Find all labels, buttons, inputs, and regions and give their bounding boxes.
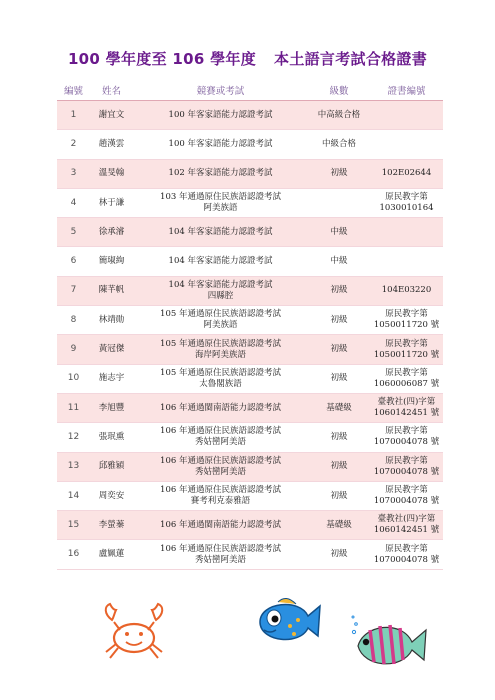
cell-certificate xyxy=(370,247,443,276)
cell-number: 9 xyxy=(57,335,90,364)
exam-line: 106 年通過原住民族語認證考試 xyxy=(160,485,281,495)
title-certificate: 本土語言考試合格證書 xyxy=(274,50,428,68)
cell-name: 溫旻翰 xyxy=(90,159,133,188)
cell-exam xyxy=(133,335,308,364)
exam-line: 100 年客家語能力認證考試 xyxy=(168,109,273,120)
cell-name: 簡琡絢 xyxy=(90,247,133,276)
exam-line: 106 年通過閩南語能力認證考試 xyxy=(160,402,281,413)
exam-line: 106 年通過閩南語能力認證考試 xyxy=(160,519,281,530)
exam-line: 104 年客家語能力認證考試 xyxy=(168,256,273,267)
cell-certificate xyxy=(370,335,443,364)
cell-number: 5 xyxy=(57,218,90,247)
cell-number: 1 xyxy=(57,101,90,130)
cell-exam xyxy=(133,306,308,335)
exam-line: 海岸阿美族語 xyxy=(194,349,246,360)
cell-number: 7 xyxy=(57,276,90,305)
cell-exam xyxy=(133,159,308,188)
exam-line: 秀姑巒阿美語 xyxy=(194,554,246,565)
cell-exam xyxy=(133,511,308,540)
table-row xyxy=(57,247,443,276)
exam-line: 102 年客家語能力認證考試 xyxy=(168,168,273,179)
cell-number: 2 xyxy=(57,130,90,159)
cell-certificate xyxy=(370,393,443,422)
certificate-line: 1060006087 號 xyxy=(373,378,440,389)
table-row xyxy=(57,130,443,159)
exam-line: 103 年通過原住民族語認證考試 xyxy=(160,192,281,203)
cell-level: 初級 xyxy=(308,276,370,305)
cell-exam xyxy=(133,130,308,159)
cell-number: 14 xyxy=(57,481,90,510)
certificate-line: 原民教字第 xyxy=(385,426,428,437)
striped-fish-illustration xyxy=(350,612,430,674)
cell-name: 陳芊帆 xyxy=(90,276,133,305)
table-row xyxy=(57,511,443,540)
cell-certificate xyxy=(370,101,443,130)
table-row xyxy=(57,335,443,364)
certificate-line: 原民教字第 xyxy=(385,367,428,378)
exam-line: 105 年通過原住民族語認證考試 xyxy=(160,309,281,320)
cell-name: 謝宜文 xyxy=(90,101,133,130)
table-body xyxy=(57,101,443,570)
cell-name: 林于謙 xyxy=(90,188,133,217)
exam-line: 賽考利克泰雅語 xyxy=(190,496,251,506)
table-row xyxy=(57,393,443,422)
exam-line: 105 年通過原住民族語認證考試 xyxy=(160,367,281,378)
certificate-line: 1050011720 號 xyxy=(373,320,440,331)
header-name: 姓名 xyxy=(90,80,133,101)
cell-name: 盧姵蓮 xyxy=(90,540,133,569)
cell-name: 施志宇 xyxy=(90,364,133,393)
cell-exam xyxy=(133,481,308,510)
table-header xyxy=(57,80,443,101)
cell-certificate xyxy=(370,276,443,305)
exam-line: 秀姑巒阿美語 xyxy=(194,466,246,477)
header-certificate: 證書編號 xyxy=(370,80,443,101)
cell-number: 12 xyxy=(57,423,90,452)
page-title xyxy=(0,48,495,69)
cell-name: 林靖勛 xyxy=(90,306,133,335)
certificate-line: 原民教字第 xyxy=(385,338,428,349)
cell-number: 3 xyxy=(57,159,90,188)
cell-certificate xyxy=(370,481,443,510)
cell-exam xyxy=(133,276,308,305)
certificate-line: 1070004078 號 xyxy=(373,554,440,565)
certificate-line: 原民教字第 xyxy=(385,485,428,495)
exam-line: 104 年客家語能力認證考試 xyxy=(168,279,273,290)
cell-level: 初級 xyxy=(308,364,370,393)
cell-level: 初級 xyxy=(308,335,370,364)
certificate-line: 1060142451 號 xyxy=(373,525,440,536)
cell-exam xyxy=(133,218,308,247)
cell-level: 初級 xyxy=(308,540,370,569)
table-row xyxy=(57,101,443,130)
cell-number: 8 xyxy=(57,306,90,335)
table-row xyxy=(57,540,443,569)
certificate-line: 1070004078 號 xyxy=(373,466,440,477)
cell-level: 初級 xyxy=(308,306,370,335)
exam-line: 秀姑巒阿美語 xyxy=(194,437,246,448)
certificate-line: 原民教字第 xyxy=(385,309,428,320)
exam-line: 太魯閣族語 xyxy=(199,378,242,389)
header-exam: 競賽或考試 xyxy=(133,80,308,101)
table-row xyxy=(57,306,443,335)
certificate-line: 臺教社(四)字第 xyxy=(377,397,436,408)
certificate-line: 臺教社(四)字第 xyxy=(377,514,436,525)
cell-level: 中高級合格 xyxy=(308,101,370,130)
exam-line: 106 年通過原住民族語認證考試 xyxy=(160,426,281,437)
cell-certificate xyxy=(370,540,443,569)
certificate-line: 原民教字第 xyxy=(385,192,428,203)
cell-number: 13 xyxy=(57,452,90,481)
cell-number: 4 xyxy=(57,188,90,217)
cell-exam xyxy=(133,247,308,276)
certificate-line: 104E03220 xyxy=(381,285,432,296)
cell-name: 周奕安 xyxy=(90,481,133,510)
cell-number: 6 xyxy=(57,247,90,276)
cell-level: 初級 xyxy=(308,452,370,481)
exam-line: 阿美族語 xyxy=(203,320,238,331)
header-level: 級數 xyxy=(308,80,370,101)
certificate-line: 原民教字第 xyxy=(385,543,428,554)
cell-number: 15 xyxy=(57,511,90,540)
cell-level: 初級 xyxy=(308,481,370,510)
cell-level: 中級合格 xyxy=(308,130,370,159)
cell-level: 基礎級 xyxy=(308,393,370,422)
cell-exam xyxy=(133,188,308,217)
exam-line: 106 年通過原住民族語認證考試 xyxy=(160,455,281,466)
exam-line: 阿美族語 xyxy=(203,203,238,214)
cell-certificate xyxy=(370,364,443,393)
certificate-line: 1060142451 號 xyxy=(373,408,440,419)
cell-name: 李旭豐 xyxy=(90,393,133,422)
cell-exam xyxy=(133,423,308,452)
crab-illustration xyxy=(98,602,170,662)
table-row xyxy=(57,452,443,481)
cell-level: 中級 xyxy=(308,247,370,276)
cell-name: 張珉熏 xyxy=(90,423,133,452)
cell-name: 趙漢雲 xyxy=(90,130,133,159)
cell-name: 黃冠傑 xyxy=(90,335,133,364)
cell-exam xyxy=(133,452,308,481)
exam-line: 106 年通過原住民族語認證考試 xyxy=(160,543,281,554)
cell-name: 李螢蓁 xyxy=(90,511,133,540)
exam-line: 104 年客家語能力認證考試 xyxy=(168,226,273,237)
cell-certificate xyxy=(370,511,443,540)
cell-certificate xyxy=(370,130,443,159)
exam-line: 四縣腔 xyxy=(207,290,234,301)
table-row xyxy=(57,276,443,305)
cell-certificate xyxy=(370,159,443,188)
cell-name: 徐承濬 xyxy=(90,218,133,247)
cell-number: 11 xyxy=(57,393,90,422)
cell-certificate xyxy=(370,452,443,481)
cell-exam xyxy=(133,393,308,422)
cell-exam xyxy=(133,364,308,393)
exam-line: 100 年客家語能力認證考試 xyxy=(168,138,273,149)
certificate-table xyxy=(57,80,443,570)
cell-certificate xyxy=(370,188,443,217)
cell-level: 初級 xyxy=(308,423,370,452)
certificate-line: 1030010164 xyxy=(379,203,434,214)
table-row xyxy=(57,481,443,510)
table-row xyxy=(57,218,443,247)
table-row xyxy=(57,159,443,188)
cell-name: 邱雅穎 xyxy=(90,452,133,481)
table-row xyxy=(57,423,443,452)
exam-line: 105 年通過原住民族語認證考試 xyxy=(160,338,281,349)
certificate-line: 1070004078 號 xyxy=(373,496,440,506)
certificate-line: 102E02644 xyxy=(381,168,432,179)
title-year-range: 100 學年度至 106 學年度 xyxy=(67,50,257,68)
cell-number: 10 xyxy=(57,364,90,393)
table-row xyxy=(57,188,443,217)
cell-level: 中級 xyxy=(308,218,370,247)
cell-level xyxy=(308,188,370,217)
cell-level: 初級 xyxy=(308,159,370,188)
header-number: 編號 xyxy=(57,80,90,101)
certificate-line: 1050011720 號 xyxy=(373,349,440,360)
table-row xyxy=(57,364,443,393)
cell-certificate xyxy=(370,423,443,452)
cell-certificate xyxy=(370,306,443,335)
cell-exam xyxy=(133,101,308,130)
cell-certificate xyxy=(370,218,443,247)
cell-number: 16 xyxy=(57,540,90,569)
cell-exam xyxy=(133,540,308,569)
certificate-line: 原民教字第 xyxy=(385,455,428,466)
certificate-line: 1070004078 號 xyxy=(373,437,440,448)
cell-level: 基礎級 xyxy=(308,511,370,540)
blue-fish-illustration xyxy=(252,592,324,652)
